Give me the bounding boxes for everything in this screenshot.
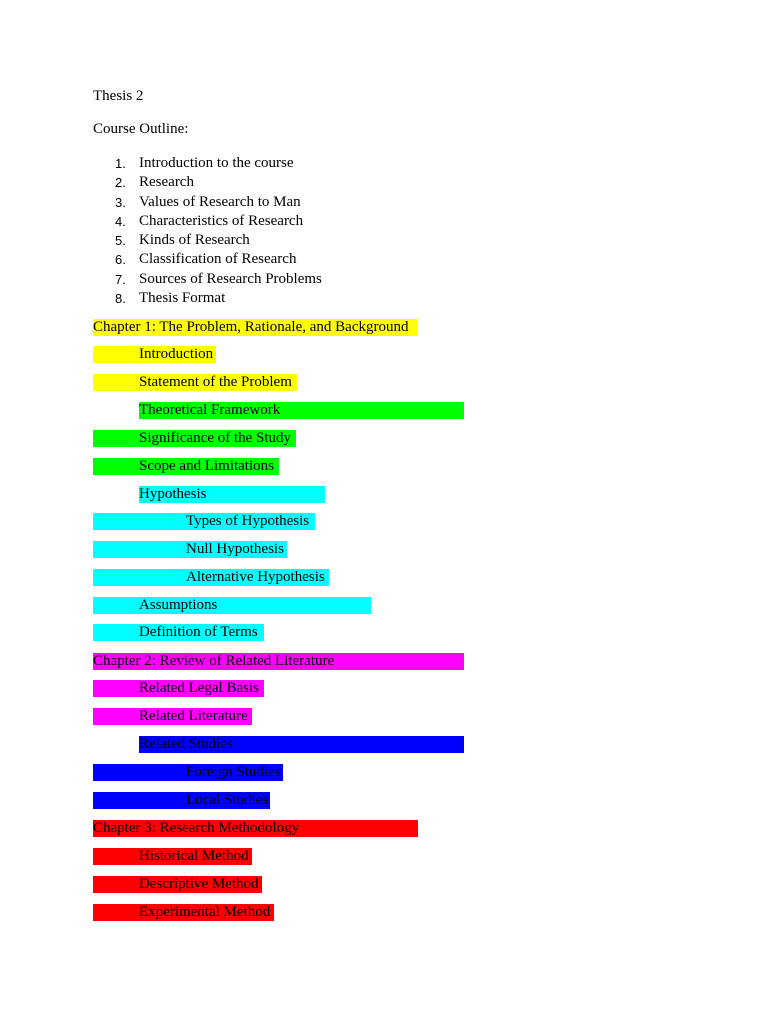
line-text: Types of Hypothesis (186, 513, 310, 529)
line-text: Related Legal Basis (139, 680, 259, 696)
list-number: 8. (115, 291, 126, 307)
list-number: 2. (115, 175, 126, 191)
list-text: Thesis Format (139, 290, 226, 307)
line-text: Foreign Studies (186, 764, 281, 780)
list-number: 1. (115, 156, 126, 171)
line-text: Alternative Hypothesis (186, 569, 325, 585)
outline-label: Course Outline: (93, 121, 189, 137)
line-text: Assumptions (139, 597, 218, 613)
line-text: Chapter 2: Review of Related Literature (93, 653, 335, 669)
line-text: Experimental Method (139, 904, 271, 920)
line-text: Descriptive Method (139, 876, 259, 892)
list-text: Research (139, 174, 194, 191)
list-text: Introduction to the course (139, 155, 294, 171)
line-text: Historical Method (139, 848, 249, 864)
line-text: Chapter 3: Research Methodology (93, 820, 300, 836)
list-text: Classification of Research (139, 251, 297, 268)
line-text: Null Hypothesis (186, 541, 284, 557)
line-text: Related Literature (139, 708, 248, 724)
list-text: Characteristics of Research (139, 212, 304, 229)
list-number: 7. (115, 271, 126, 287)
line-text: Significance of the Study (139, 430, 292, 446)
list-text: Values of Research to Man (139, 193, 301, 210)
line-text: Introduction (139, 346, 214, 362)
line-text: Hypothesis (139, 486, 207, 502)
line-text: Theoretical Framework (139, 402, 281, 418)
list-text: Sources of Research Problems (139, 270, 322, 287)
highlight (93, 597, 371, 614)
list-number: 5. (115, 233, 126, 249)
list-number: 4. (115, 213, 126, 229)
line-text: Local Studies (186, 792, 269, 808)
list-number: 3. (115, 194, 126, 210)
document-title: Thesis 2 (93, 88, 144, 104)
list-text: Kinds of Research (139, 232, 250, 249)
line-text: Statement of the Problem (139, 374, 292, 390)
line-text: Definition of Terms (139, 624, 258, 640)
line-text: Chapter 1: The Problem, Rationale, and Background (93, 319, 409, 335)
list-number: 6. (115, 252, 126, 268)
line-text: Related Studies (139, 736, 233, 752)
line-text: Scope and Limitations (139, 458, 274, 474)
